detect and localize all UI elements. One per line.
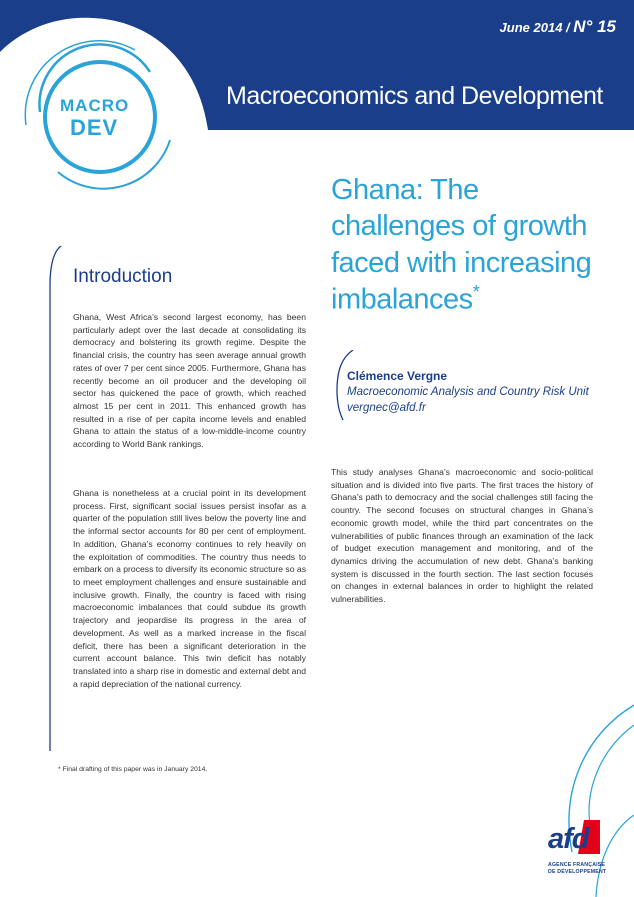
document-title [331,172,611,318]
summary-paragraph: This study analyses Ghana’s macroeconomic and socio-political situation and is divided into five parts. The first traces the history of Ghana’s path to democracy and the social challenges still facing the country. The second focuses on structural changes in Ghana’s economic growth model, while the third part concentrates on the vulnerabilities of public finances through an examination of the lack of budget execution management and monitoring, and of the dynamics driving the accumulation of new debt. Ghana’s banking system is discussed in the fourth section. The last section focuses on changes in external balances in order to highlight the related vulnerabilities. [331,467,593,605]
author-unit: Macroeconomic Analysis and Country Risk Unit [347,386,589,398]
title-footnote-mark: * [472,281,480,302]
series-title: Macroeconomics and Development [226,82,603,110]
publisher-name-line1: AGENCE FRANÇAISE [548,862,606,868]
author-name: Clémence Vergne [347,369,448,383]
logo-macro: MACRO [60,96,130,115]
document-title-text: Ghana: The challenges of growth faced with increasing imbalances [331,174,592,316]
introduction-bracket [49,246,63,751]
introduction-paragraph-1: Ghana, West Africa’s second largest economy, has been particularly adept over the last decade at consolidating its democracy and bolstering its growth regime. Despite the financial crisis, the country has seen average annual growth rates of over 7 per cent since 2005. Furthermore, Ghana has recently become an oil producer and the developing oil sector has quickened the pace of growth, which reached almost 15 per cent in 2011. This enhanced growth has resulted in a rise of per capita income levels and enabled Ghana to attain the status of a low-middle-income country according to World Bank rankings. [73,312,306,450]
logo-dev: DEV [70,115,119,140]
issue-date: June 2014 / [499,20,570,35]
footnote: * Final drafting of this paper was in January 2014. [58,766,208,773]
introduction-heading: Introduction [73,266,173,287]
introduction-paragraph-2: Ghana is nonetheless at a crucial point in its development process. First, significant social issues persist insofar as a quarter of the population still lives below the poverty line and the informal sector accounts for 80 per cent of employment. In addition, Ghana’s economy continues to rely heavily on the exploitation of commodities. The country thus needs to embark on a process to diversify its economic structure so as to meet employment challenges and ensure sustainable and inclusive growth. Finally, the country is faced with rising macroeconomic imbalances that could subdue its growth trajectory and jeopardise its progress in the area of development. As well as a marked increase in the fiscal deficit, there has been a significant deterioration in the current account balance. This twin deficit has notably translated into a sharp rise in domestic and external debt and a rapid depreciation of the national currency. [73,488,306,689]
issue-number: N° 15 [573,17,616,36]
author-email[interactable]: vergnec@afd.fr [347,402,426,414]
afd-logo-word: afd [548,823,589,855]
publisher-name-line2: DE DÉVELOPPEMENT [548,869,607,875]
